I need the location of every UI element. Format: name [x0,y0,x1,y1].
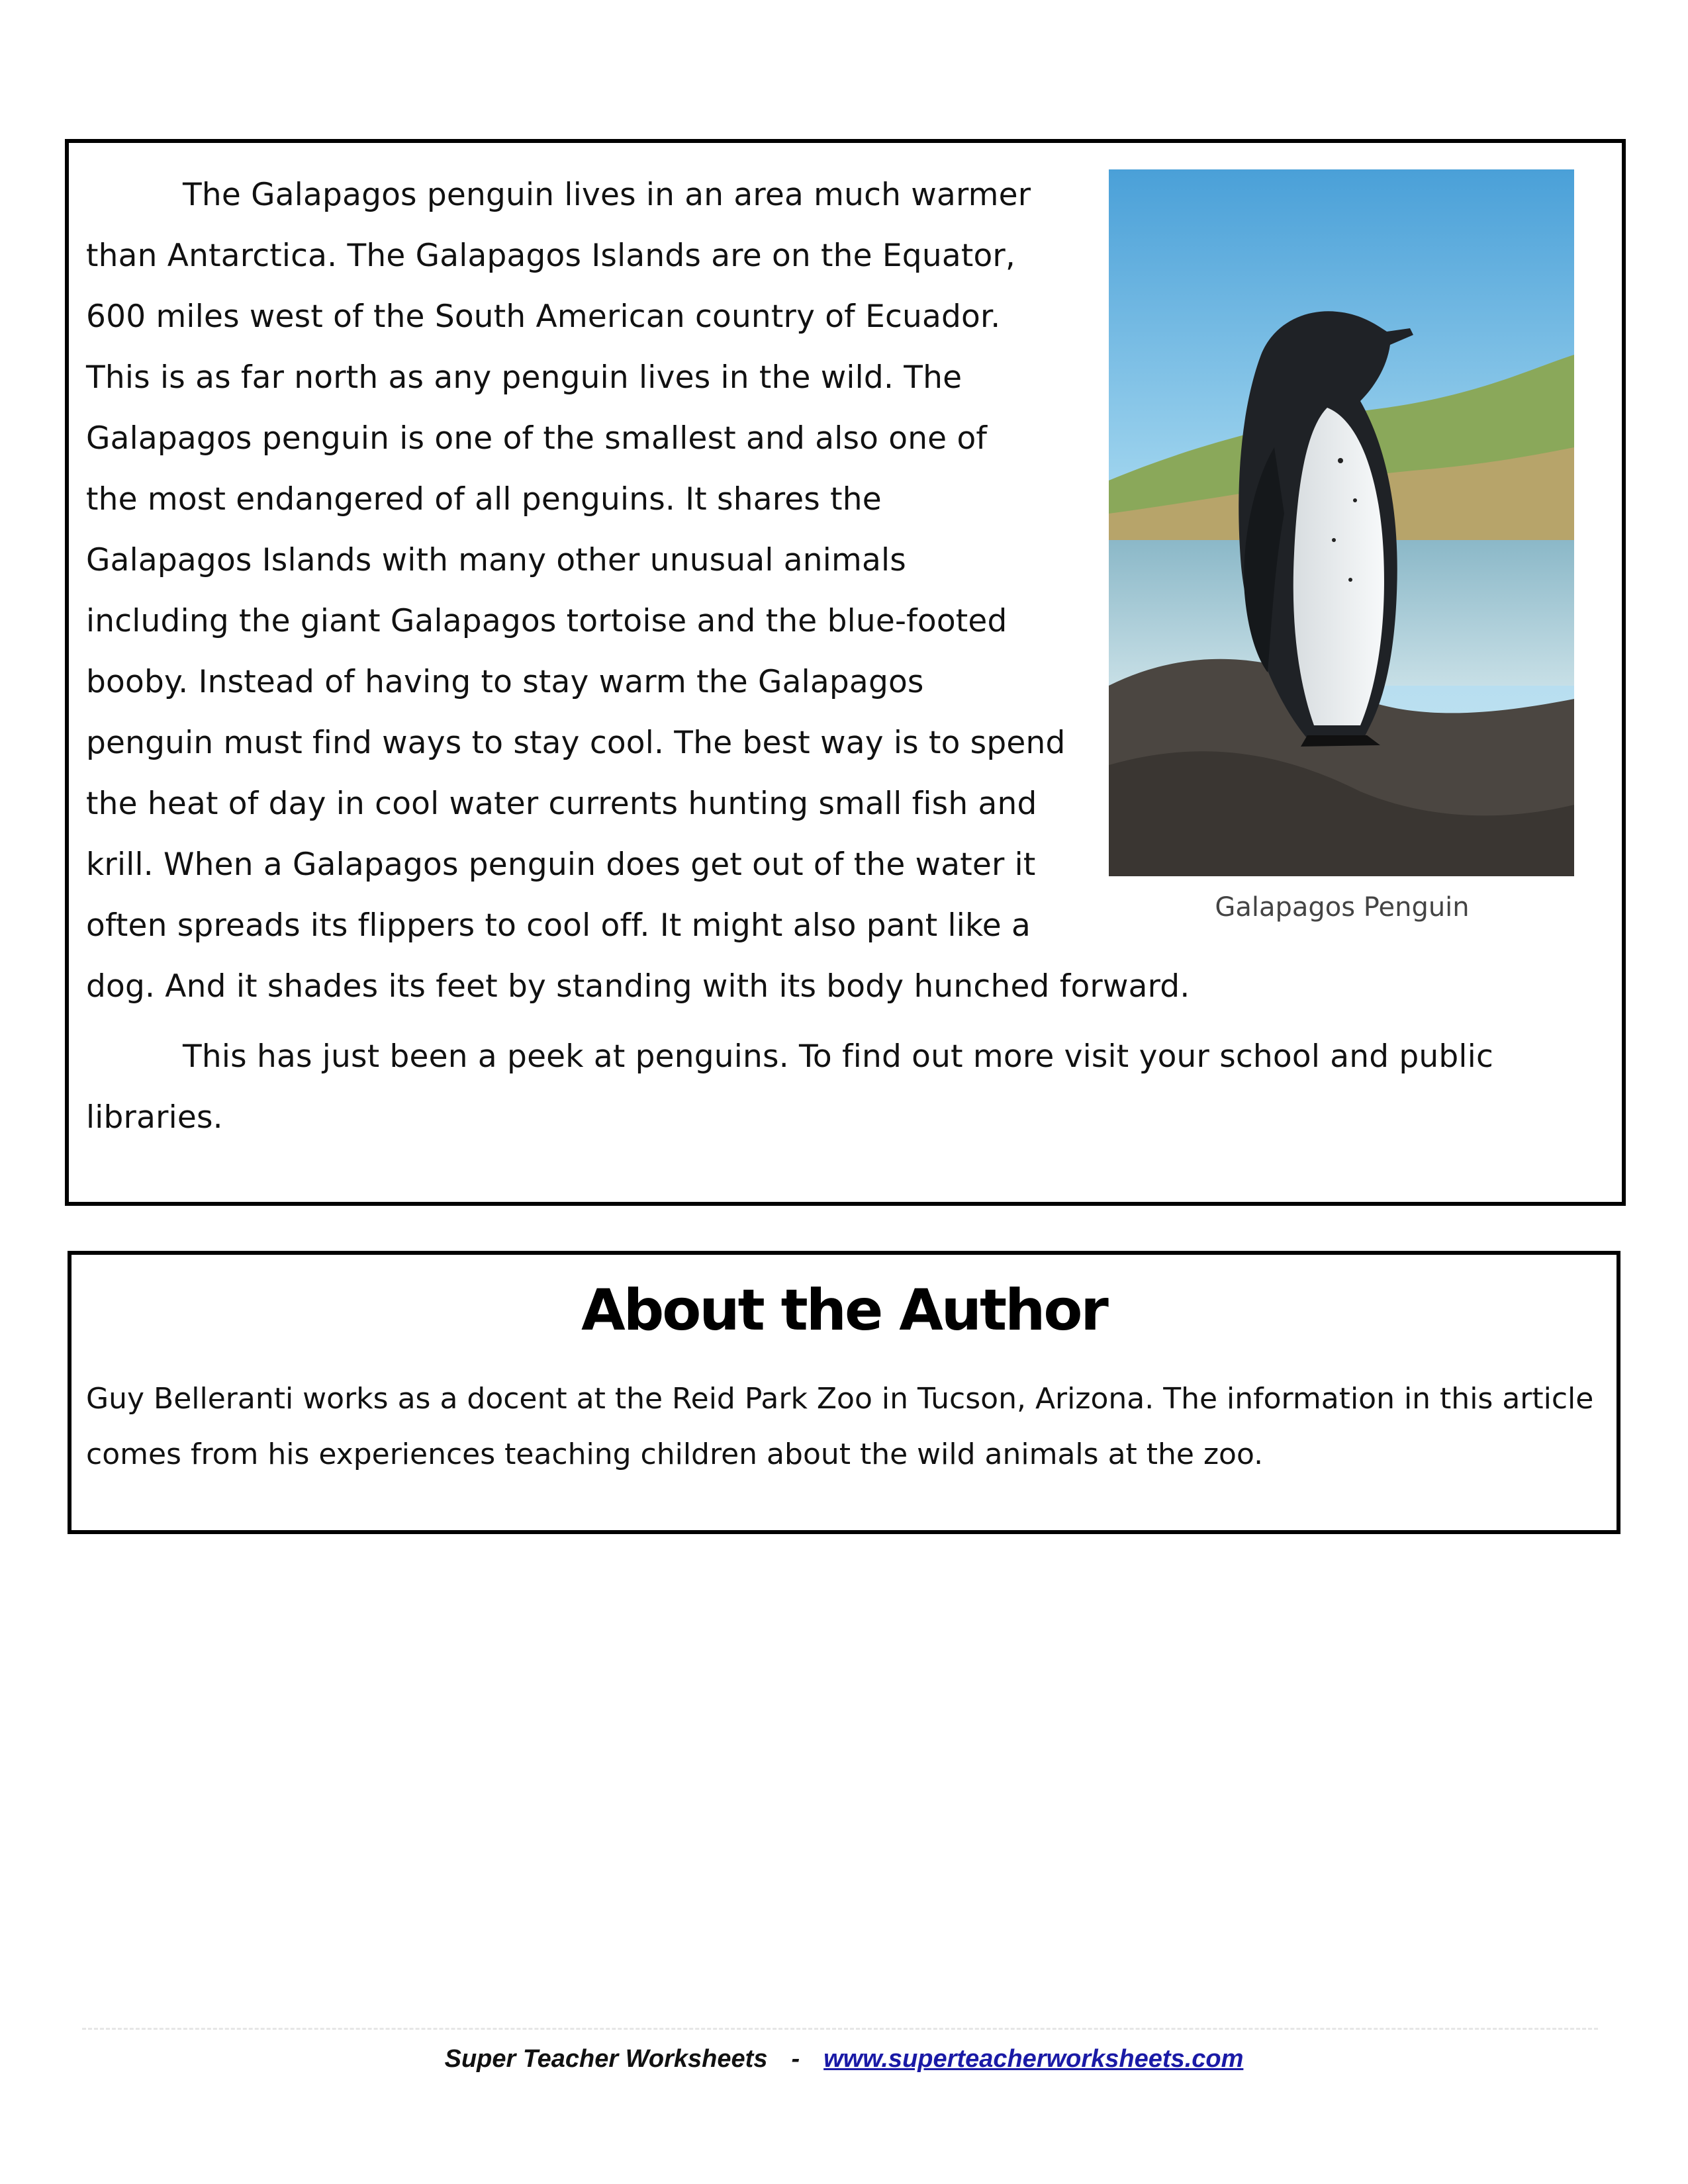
footer [0,2045,1688,2073]
article-line: This is as far north as any penguin lives in the wild. The [86,359,962,396]
article-line: penguin must find ways to stay cool. The best way is to spend [86,725,1066,761]
article-line: the most endangered of all penguins. It shares the [86,481,882,518]
footer-divider [82,2028,1598,2030]
footer-separator: - [791,2045,800,2073]
closing-line: libraries. [86,1099,223,1136]
article-line: than Antarctica. The Galapagos Islands are on the Equator, [86,238,1016,274]
article-line: The Galapagos penguin lives in an area much warmer [183,177,1031,213]
article-line: 600 miles west of the South American country of Ecuador. [86,298,1001,335]
closing-line: This has just been a peek at penguins. To find out more visit your school and public [183,1038,1493,1075]
article-line: dog. And it shades its feet by standing with its body hunched forward. [86,968,1190,1005]
penguin-photo [1109,169,1574,876]
photo-caption: Galapagos Penguin [1215,892,1470,923]
article-line: krill. When a Galapagos penguin does get out of the water it [86,846,1036,883]
author-title: About the Author [581,1277,1107,1343]
article-line: the heat of day in cool water currents hunting small fish and [86,786,1037,822]
article-line: often spreads its flippers to cool off. It might also pant like a [86,907,1031,944]
footer-link[interactable]: www.superteacherworksheets.com [823,2045,1244,2073]
article-line: booby. Instead of having to stay warm the Galapagos [86,664,924,700]
author-line: comes from his experiences teaching children about the wild animals at the zoo. [86,1437,1264,1471]
author-line: Guy Belleranti works as a docent at the Reid Park Zoo in Tucson, Arizona. The information in this article [86,1382,1594,1416]
footer-brand: Super Teacher Worksheets [444,2045,768,2073]
article-line: Galapagos Islands with many other unusual animals [86,542,906,578]
article-line: including the giant Galapagos tortoise and the blue-footed [86,603,1008,639]
article-line: Galapagos penguin is one of the smallest and also one of [86,420,988,457]
